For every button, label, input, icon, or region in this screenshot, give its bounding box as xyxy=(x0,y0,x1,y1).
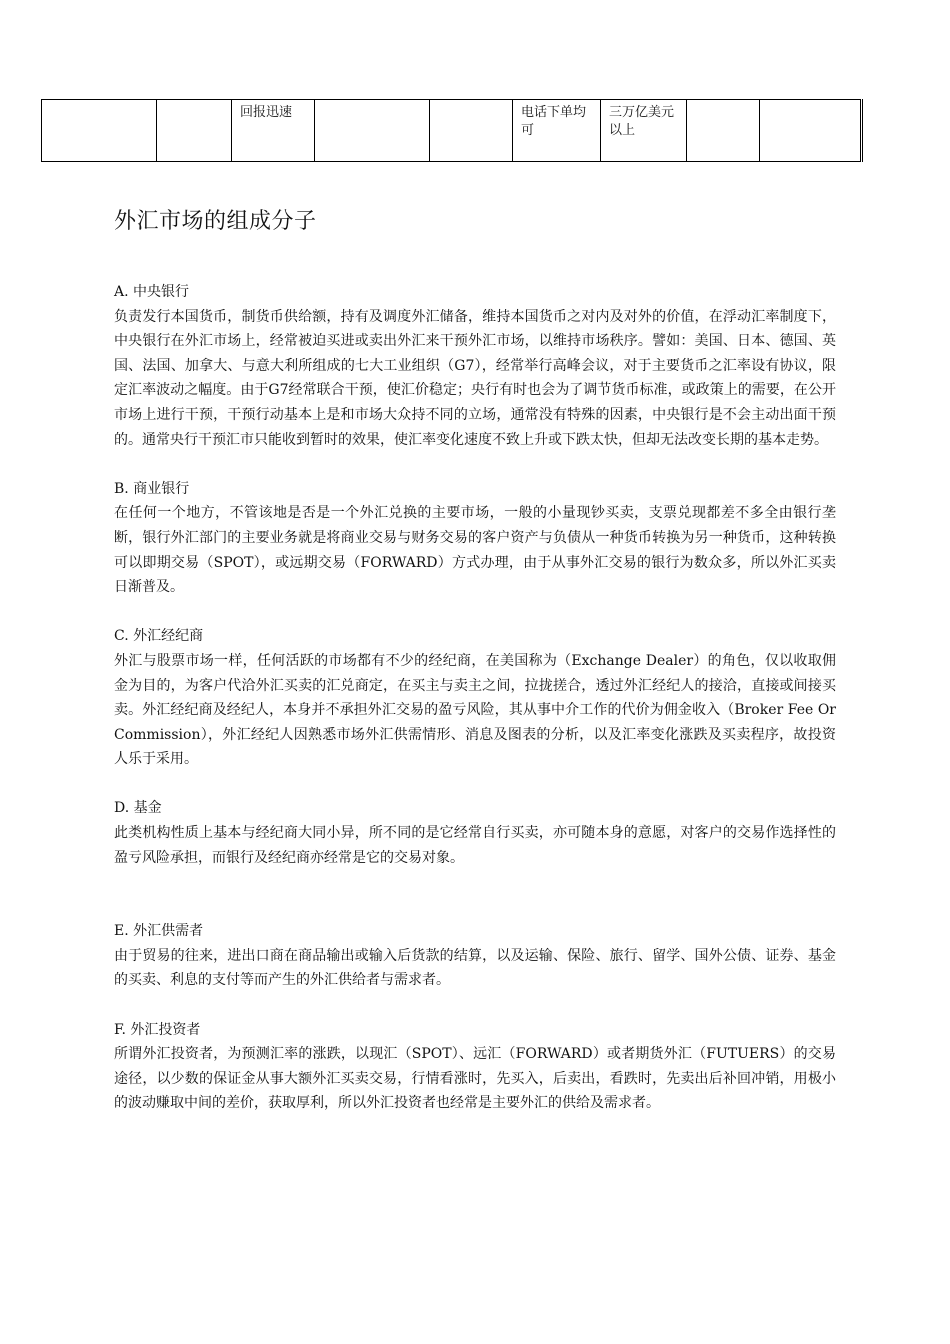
section-body: 在任何一个地方，不管该地是否是一个外汇兑换的主要市场，一般的小量现钞买卖，支票兑现都差不多全由银行垄断，银行外汇部门的主要业务就是将商业交易与财务交易的客户资产与负债从一种货币转换为另一种货币，这种转换可以即期交易（SPOT），或远期交易（FORWARD）方式办理，由于从事外汇交易的银行为数众多，所以外汇买卖日渐普及。 xyxy=(114,505,836,596)
table-cell: 回报迅速 xyxy=(232,100,315,162)
section-body: 由于贸易的往来，进出口商在商品输出或输入后货款的结算，以及运输、保险、旅行、留学、国外公债、证券、基金的买卖、利息的支付等而产生的外汇供给者与需求者。 xyxy=(114,947,836,989)
section-heading: E. 外汇供需者 xyxy=(114,923,204,940)
section-investor xyxy=(114,1018,836,1116)
section-commercial-bank xyxy=(114,477,836,600)
page-title: 外汇市场的组成分子 xyxy=(114,209,317,234)
table-fragment xyxy=(41,99,861,162)
table-cell xyxy=(430,100,513,162)
table-cell: 三万亿美元以上 xyxy=(601,100,687,162)
table-cell xyxy=(687,100,760,162)
section-body: 外汇与股票市场一样，任何活跃的市场都有不少的经纪商，在美国称为（Exchange Dealer）的角色，仅以收取佣金为目的，为客户代洽外汇买卖的汇兑商定，在买主与卖主之间，拉拢搓合，透过外汇经纪人的接洽，直接或间接买卖。外汇经纪商及经纪人，本身并不承担外汇交易的盈亏风险，其从事中介工作的代价为佣金收入（Broker Fee Or Commission），外汇经纪人因熟悉市场外汇供需情形、消息及图表的分析，以及汇率变化涨跌及买卖程序，故投资人乐于采用。 xyxy=(114,652,836,768)
section-heading: A. 中央银行 xyxy=(114,284,190,300)
section-broker xyxy=(114,624,836,772)
table-cell xyxy=(42,100,157,162)
section-body: 负责发行本国货币，制货币供给额，持有及调度外汇储备，维持本国货币之对内及对外的价值，在浮动汇率制度下，中央银行在外汇市场上，经常被迫买进或卖出外汇来干预外汇市场，以维持市场秩序。譬如：美国、日本、德国、英国、法国、加拿大、与意大利所组成的七大工业组织（G7），经常举行高峰会议，对于主要货币之汇率设有协议，限定汇率波动之幅度。由于G7经常联合干预，使汇价稳定；央行有时也会为了调节货币标准，或政策上的需要，在公开市场上进行干预，干预行动基本上是和市场大众持不同的立场，通常没有特殊的因素，中央银行是不会主动出面干预的。通常央行干预汇市只能收到暂时的效果，使汇率变化速度不致上升或下跌太快，但却无法改变长期的基本走势。 xyxy=(114,308,836,448)
section-central-bank xyxy=(114,280,836,452)
section-body: 所谓外汇投资者，为预测汇率的涨跌，以现汇（SPOT）、远汇（FORWARD）或者期货外汇（FUTUERS）的交易途径，以少数的保证金从事大额外汇买卖交易，行情看涨时，先买入，后卖出，看跌时，先卖出后补回冲销，用极小的波动赚取中间的差价，获取厚利，所以外汇投资者也经常是主要外汇的供给及需求者。 xyxy=(114,1046,836,1112)
comparison-table xyxy=(41,99,863,162)
section-heading: B. 商业银行 xyxy=(114,480,190,497)
section-heading: D. 基金 xyxy=(114,800,162,817)
section-heading: C. 外汇经纪商 xyxy=(114,628,204,645)
section-supply-demand xyxy=(114,919,836,993)
table-cell: 电话下单均可 xyxy=(513,100,601,162)
table-cell xyxy=(157,100,232,162)
document-body xyxy=(114,280,836,1116)
section-heading: F. 外汇投资者 xyxy=(114,1021,201,1038)
section-body: 此类机构性质上基本与经纪商大同小异，所不同的是它经常自行买卖，亦可随本身的意愿，对客户的交易作选择性的盈亏风险承担，而银行及经纪商亦经常是它的交易对象。 xyxy=(114,825,836,866)
table-cell xyxy=(315,100,430,162)
table-cell xyxy=(760,100,862,162)
table-row xyxy=(42,100,862,162)
section-fund xyxy=(114,796,836,870)
